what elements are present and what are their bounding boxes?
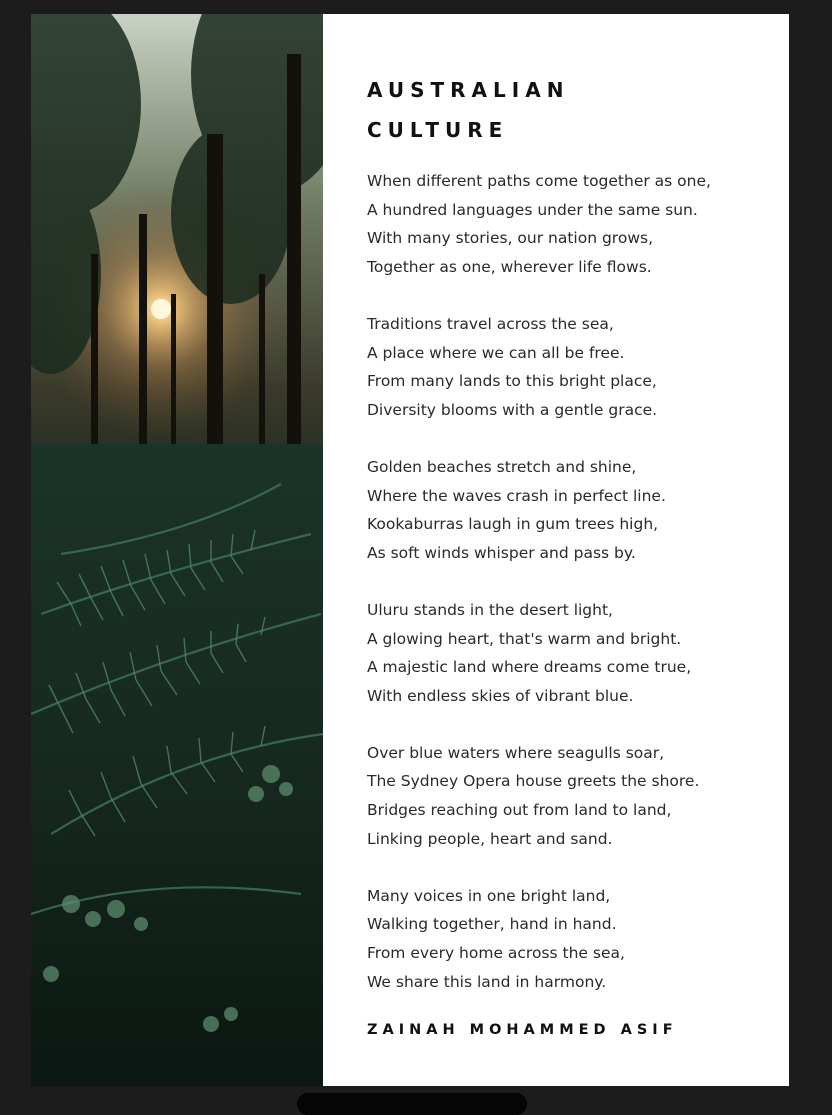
poem-line: When different paths come together as one,: [367, 172, 711, 190]
poem-line: A hundred languages under the same sun.: [367, 200, 698, 219]
forest-illustration: [31, 14, 323, 1086]
stanza: [367, 167, 777, 281]
poem-line: Uluru stands in the desert light,: [367, 600, 613, 619]
poem-line: Kookaburras laugh in gum trees high,: [367, 515, 659, 534]
poem-line: Golden beaches stretch and shine,: [367, 457, 637, 476]
stanza: [367, 310, 777, 424]
poem-line: From every home across the sea,: [367, 944, 625, 963]
stanza: [367, 453, 777, 567]
poem-line: With endless skies of vibrant blue.: [367, 686, 634, 705]
poem-line: A place where we can all be free.: [367, 343, 625, 362]
poem-line: Traditions travel across the sea,: [367, 314, 614, 333]
poem-line: Many voices in one bright land,: [367, 886, 611, 905]
poem-line: Over blue waters where seagulls soar,: [367, 743, 665, 762]
poem-line: Linking people, heart and sand.: [367, 829, 613, 848]
poem-line: Walking together, hand in hand.: [367, 915, 617, 934]
stanza: [367, 882, 777, 996]
poem-page: [31, 14, 789, 1086]
stanza: [367, 739, 777, 853]
bottom-overlay-bar: [297, 1093, 527, 1115]
poem-line: As soft winds whisper and pass by.: [367, 543, 636, 562]
poem-line: The Sydney Opera house greets the shore.: [367, 772, 700, 791]
poem-line: Bridges reaching out from land to land,: [367, 801, 672, 820]
forest-fern-photo: [31, 14, 323, 1086]
poem-line: Together as one, wherever life flows.: [367, 257, 652, 276]
poem-line: From many lands to this bright place,: [367, 372, 657, 391]
poem-line: A majestic land where dreams come true,: [367, 658, 692, 677]
poem-line: With many stories, our nation grows,: [367, 229, 654, 248]
poem-title: [367, 70, 569, 150]
poem-line: A glowing heart, that's warm and bright.: [367, 629, 682, 648]
poem-line: Where the waves crash in perfect line.: [367, 486, 666, 505]
poem-author: ZAINAH MOHAMMED ASIF: [367, 1022, 678, 1038]
poem-title-line: CULTURE: [367, 118, 509, 142]
stanza: [367, 596, 777, 710]
poem-line: We share this land in harmony.: [367, 972, 607, 991]
poem-body: [367, 167, 777, 1025]
poem-line: Diversity blooms with a gentle grace.: [367, 400, 658, 419]
poem-panel: [323, 14, 789, 1086]
poem-title-line: AUSTRALIAN: [367, 78, 570, 102]
